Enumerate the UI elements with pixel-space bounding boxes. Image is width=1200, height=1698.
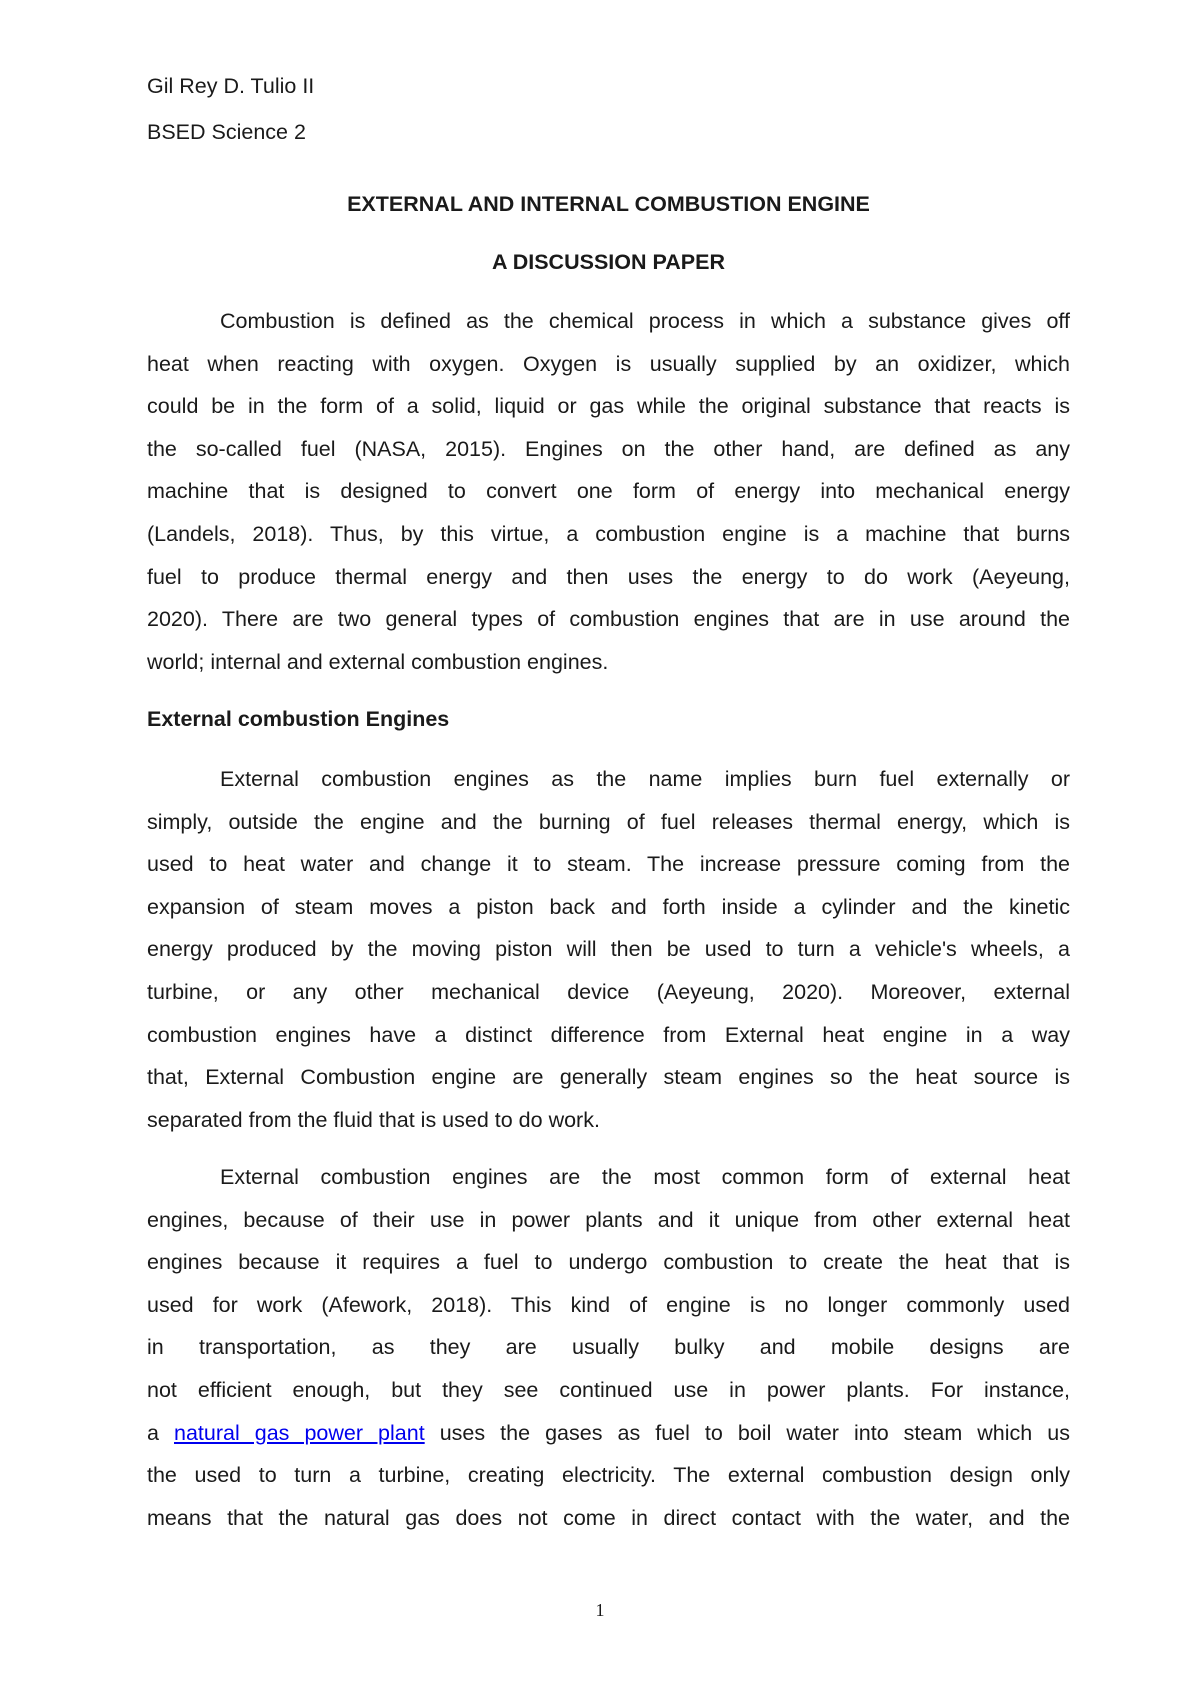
text-line: energy produced by the moving piston will then be used to turn a vehicle's wheels, a [147,937,1070,962]
text-line: used to heat water and change it to steam. The increase pressure coming from the [147,852,1070,877]
text-line: the so-called fuel (NASA, 2015). Engines on the other hand, are defined as any [147,436,1070,461]
text-line: not efficient enough, but they see continued use in power plants. For instance, [147,1377,1070,1402]
document-subtitle: A DISCUSSION PAPER [492,250,725,274]
section-heading: External combustion Engines [147,707,450,731]
text-line: machine that is designed to convert one form of energy into mechanical energy [147,479,1070,504]
text-line: used for work (Afework, 2018). This kind of engine is no longer commonly used [147,1292,1070,1317]
text-line: in transportation, as they are usually bulky and mobile designs are [147,1335,1070,1360]
paragraph-1 [147,300,1070,683]
text-fragment: a [147,1420,159,1445]
text-line: External combustion engines are the most common form of external heat [220,1165,1070,1189]
paragraph-3 [147,1156,1070,1539]
text-line: External combustion engines as the name implies burn fuel externally or [220,767,1070,791]
text-line: engines because it requires a fuel to undergo combustion to create the heat that is [147,1250,1070,1275]
text-line: simply, outside the engine and the burning of fuel releases thermal energy, which is [147,809,1070,834]
text-line: separated from the fluid that is used to do work. [147,1107,600,1132]
text-line: world; internal and external combustion engines. [147,649,609,674]
text-line: heat when reacting with oxygen. Oxygen is usually supplied by an oxidizer, which [147,351,1070,376]
text-line: (Landels, 2018). Thus, by this virtue, a combustion engine is a machine that burns [147,521,1070,546]
text-line: means that the natural gas does not come in direct contact with the water, and the [147,1505,1070,1530]
text-line: could be in the form of a solid, liquid or gas while the original substance that reacts is [147,394,1070,419]
text-line [147,1412,1070,1455]
author-name: Gil Rey D. Tulio II [147,74,315,98]
document-title: EXTERNAL AND INTERNAL COMBUSTION ENGINE [347,192,870,216]
course: BSED Science 2 [147,120,306,144]
text-line: combustion engines have a distinct difference from External heat engine in a way [147,1022,1070,1047]
text-fragment: uses the gases as fuel to boil water into steam which us [439,1420,1070,1445]
natural-gas-power-plant-link[interactable]: natural gas power plant [174,1420,425,1445]
text-line: turbine, or any other mechanical device (Aeyeung, 2020). Moreover, external [147,979,1070,1004]
text-line: expansion of steam moves a piston back and forth inside a cylinder and the kinetic [147,894,1070,919]
text-line: Combustion is defined as the chemical process in which a substance gives off [220,309,1070,333]
text-line: that, External Combustion engine are generally steam engines so the heat source is [147,1065,1070,1090]
text-line: engines, because of their use in power plants and it unique from other external heat [147,1207,1070,1232]
text-line: the used to turn a turbine, creating electricity. The external combustion design only [147,1463,1070,1488]
page-number: 1 [595,1600,605,1620]
text-line: fuel to produce thermal energy and then uses the energy to do work (Aeyeung, [147,564,1070,589]
text-line: 2020). There are two general types of combustion engines that are in use around the [147,607,1070,632]
paragraph-2 [147,758,1070,1141]
